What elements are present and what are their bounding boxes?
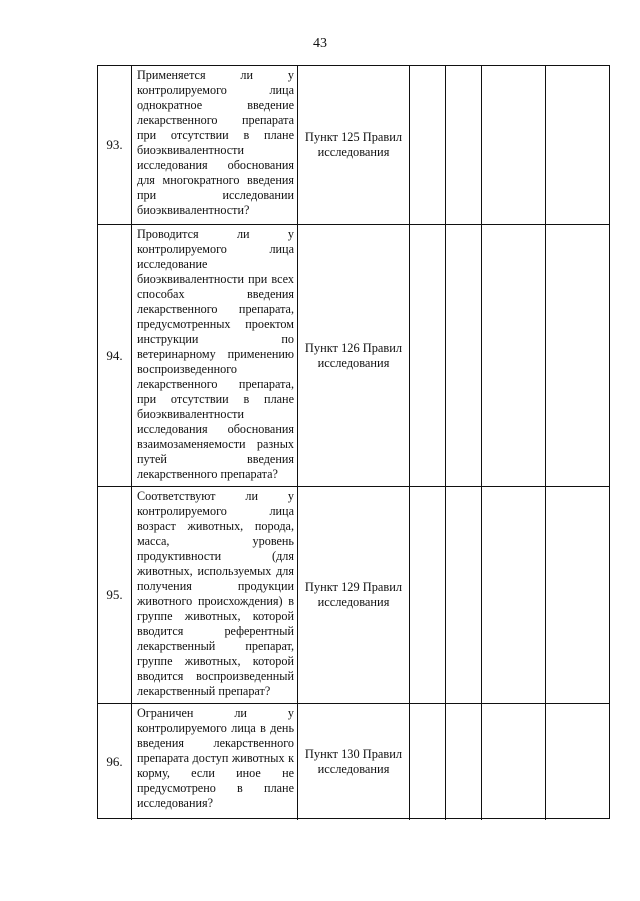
- reference-cell: Пункт 129 Правил исследования: [298, 487, 410, 703]
- table-row: [98, 704, 609, 820]
- answer-yes-cell: [410, 487, 446, 703]
- row-number: 93.: [98, 66, 132, 224]
- table-row: [98, 487, 609, 704]
- answer-no-cell: [446, 487, 482, 703]
- answer-na-cell: [482, 66, 546, 224]
- question-cell: Применяется ли у контролируемого лица однократное введение лекарственного препарата при отсутствии в плане биоэквивалентности исследования обоснования для многократного введения при исследовании биоэквивалентности?: [132, 66, 298, 224]
- answer-no-cell: [446, 66, 482, 224]
- table-row: [98, 225, 609, 487]
- row-number: 94.: [98, 225, 132, 486]
- checklist-table: [97, 65, 610, 819]
- row-number: 95.: [98, 487, 132, 703]
- answer-na-cell: [482, 225, 546, 486]
- notes-cell: [546, 225, 611, 486]
- notes-cell: [546, 66, 611, 224]
- answer-yes-cell: [410, 225, 446, 486]
- row-number: 96.: [98, 704, 132, 820]
- answer-no-cell: [446, 225, 482, 486]
- answer-yes-cell: [410, 66, 446, 224]
- answer-na-cell: [482, 487, 546, 703]
- question-cell: Соответствуют ли у контролируемого лица возраст животных, порода, масса, уровень продуктивности (для животных, используемых для получения продукции животного происхождения) в группе животных, которой вводится референтный лекарственный препарат, группе животных, которой вводится воспроизведенный лекарственный препарат?: [132, 487, 298, 703]
- reference-cell: Пункт 130 Правил исследования: [298, 704, 410, 820]
- question-cell: Ограничен ли у контролируемого лица в день введения лекарственного препарата доступ животных к корму, если иное не предусмотрено в плане исследования?: [132, 704, 298, 820]
- notes-cell: [546, 487, 611, 703]
- reference-cell: Пункт 126 Правил исследования: [298, 225, 410, 486]
- reference-cell: Пункт 125 Правил исследования: [298, 66, 410, 224]
- page-number: 43: [313, 36, 327, 51]
- notes-cell: [546, 704, 611, 820]
- answer-na-cell: [482, 704, 546, 820]
- answer-yes-cell: [410, 704, 446, 820]
- answer-no-cell: [446, 704, 482, 820]
- table-row: [98, 66, 609, 225]
- question-cell: Проводится ли у контролируемого лица исследование биоэквивалентности при всех способах введения лекарственного препарата, предусмотренных проектом инструкции по ветеринарному применению воспроизведенного лекарственного препарата, при отсутствии в плане биоэквивалентности исследования обоснования взаимозаменяемости разных путей введения лекарственного препарата?: [132, 225, 298, 486]
